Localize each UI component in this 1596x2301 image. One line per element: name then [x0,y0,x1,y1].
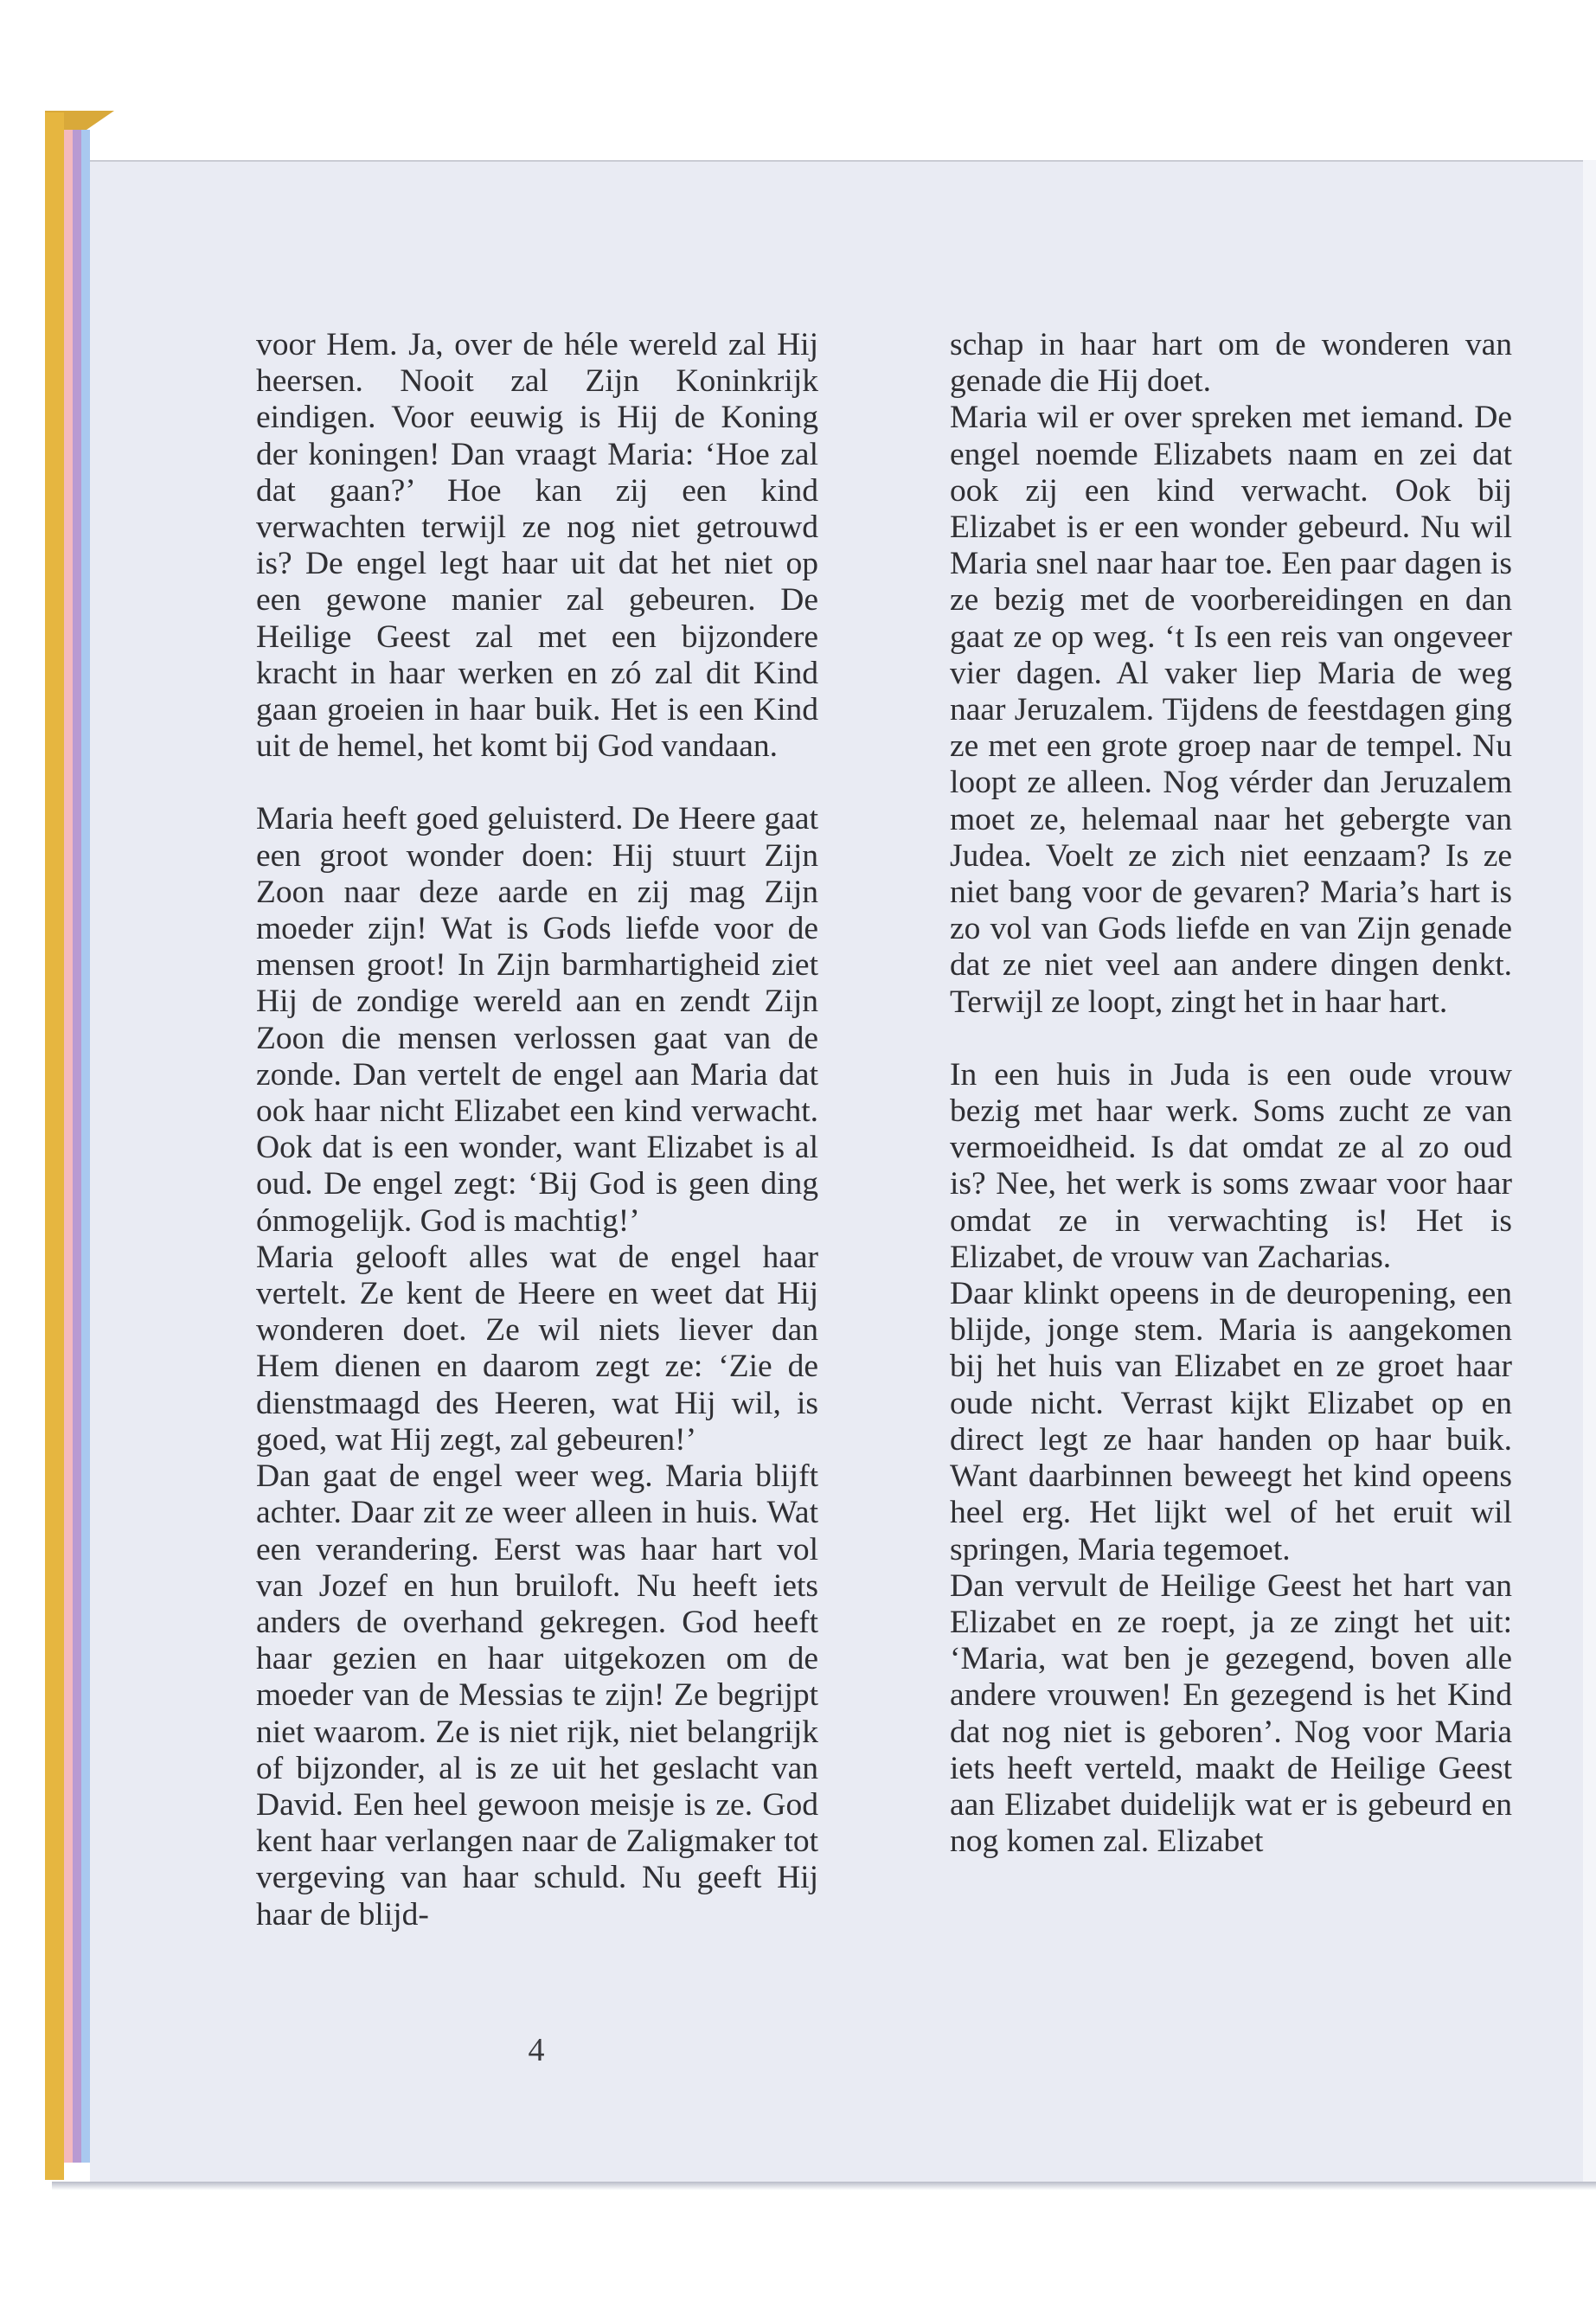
paragraph: Maria heeft goed geluisterd. De Heere gaat een groot wonder doen: Hij stuurt Zijn Zoon naar deze aarde en zij mag Zijn moeder zijn! Wat is Gods liefde voor de mensen groot! In Zijn barmhartigheid ziet Hij de zondige wereld aan en zendt Zijn Zoon die mensen verlossen gaat van de zonde. Dan vertelt de engel aan Maria dat ook haar nicht Elizabet een kind verwacht. Ook dat is een wonder, want Elizabet is al oud. De engel zegt: ‘Bij God is geen ding ónmogelijk. God is machtig!’ [256,801,818,1239]
right-text-column [950,327,1512,1860]
page-number: 4 [528,2032,545,2068]
book-edge-blue [81,130,90,2163]
paragraph: Dan gaat de engel weer weg. Maria blijft achter. Daar zit ze weer alleen in huis. Wat een verandering. Eerst was haar hart vol van Jozef en hun bruiloft. Nu heeft iets anders de overhand gekregen. God heeft haar gezien en haar uitgekozen om de moeder van de Messias te zijn! Ze begrijpt niet waarom. Ze is niet rijk, niet belangrijk of bijzonder, al is ze uit het geslacht van David. Een heel gewoon meisje is ze. God kent haar verlangen naar de Zaligmaker tot vergeving van haar schuld. Nu geeft Hij haar de blijd- [256,1458,818,1932]
paragraph: In een huis in Juda is een oude vrouw bezig met haar werk. Soms zucht ze van vermoeidheid. Is dat omdat ze al zo oud is? Nee, het werk is soms zwaar voor haar omdat ze in verwachting is! Het is Elizabet, de vrouw van Zacharias. [950,1056,1512,1275]
book-edge-purple [73,130,81,2163]
left-text-column [256,327,818,1933]
paragraph: Maria wil er over spreken met iemand. De engel noemde Elizabets naam en zei dat ook zij een kind verwacht. Ook bij Elizabet is er een wonder gebeurd. Nu wil Maria snel naar haar toe. Een paar dagen is ze bezig met de voorbereidingen en dan gaat ze op weg. ‘t Is een reis van ongeveer vier dagen. Al vaker liep Maria de weg naar Jeruzalem. Tijdens de feestdagen ging ze met een grote groep naar de tempel. Nu loopt ze alleen. Nog vérder dan Jeruzalem moet ze, helemaal naar het gebergte van Judea. Voelt ze zich niet eenzaam? Is ze niet bang voor de gevaren? Maria’s hart is zo vol van Gods liefde en van Zijn genade dat ze niet veel aan andere dingen denkt. Terwijl ze loopt, zingt het in haar hart. [950,400,1512,1020]
page-right-edge [1583,160,1596,2189]
paragraph: Maria gelooft alles wat de engel haar vertelt. Ze kent de Heere en weet dat Hij wonderen doet. Ze wil niets liever dan Hem dienen en daarom zegt ze: ‘Zie de dienstmaagd des Heeren, wat Hij wil, is goed, wat Hij zegt, zal gebeuren!’ [256,1239,818,1458]
paragraph: Daar klinkt opeens in de deuropening, een blijde, jonge stem. Maria is aangekomen bij het huis van Elizabet en ze groet haar oude nicht. Verrast kijkt Elizabet op en direct legt ze haar handen op haar buik. Want daarbinnen beweegt het kind opeens heel erg. Het lijkt wel of het eruit wil springen, Maria tegemoet. [950,1276,1512,1567]
book-edge-pink [64,130,73,2163]
book-edge-yellow [45,112,64,2180]
paragraph: Dan vervult de Heilige Geest het hart van Elizabet en ze roept, ja ze zingt het uit: ‘Maria, wat ben je gezegend, boven alle andere vrouwen! En gezegend is het Kind dat nog niet is geboren’. Nog voor Maria iets heeft verteld, maakt de Heilige Geest aan Elizabet duidelijk wat er is gebeurd en nog komen zal. Elizabet [950,1567,1512,1860]
page-bottom-shadow [52,2182,1596,2190]
paragraph: voor Hem. Ja, over de héle wereld zal Hij heersen. Nooit zal Zijn Koninkrijk eindigen. Voor eeuwig is Hij de Koning der koningen! Dan vraagt Maria: ‘Hoe zal dat gaan?’ Hoe kan zij een kind verwachten terwijl ze nog niet getrouwd is? De engel legt haar uit dat het niet op een gewone manier zal gebeuren. De Heilige Geest zal met een bijzondere kracht in haar werken en zó zal dit Kind gaan groeien in haar buik. Het is een Kind uit de hemel, het komt bij God vandaan. [256,327,818,765]
paragraph: schap in haar hart om de wonderen van genade die Hij doet. [950,327,1512,400]
